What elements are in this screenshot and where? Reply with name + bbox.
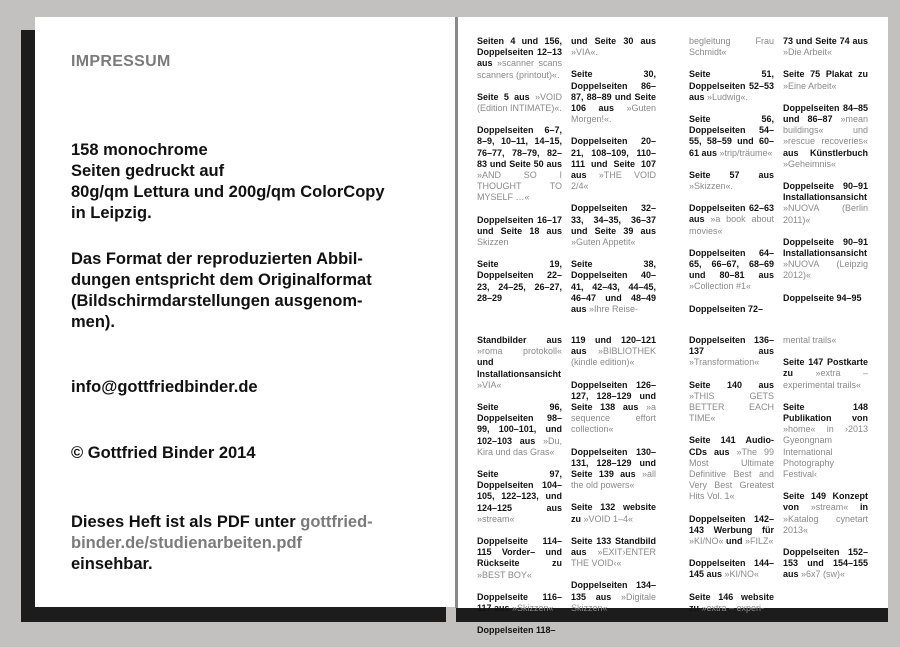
credit-work-title: »BIBLIOTHEK (kindle edition)«	[571, 346, 656, 368]
credit-work-title: »NUOVA (Leipzig 2012)«	[783, 259, 868, 281]
credit-entry	[783, 36, 868, 58]
credit-pages: Doppelseiten 136–137 aus	[689, 335, 774, 357]
credit-entry	[689, 248, 774, 293]
credit-work-title: »FILZ«	[742, 536, 774, 547]
credit-work-title: »Katalog cynetart 2013«	[783, 513, 868, 535]
credit-entry	[783, 181, 868, 226]
credit-work-title: »VOID 1–4«	[581, 513, 634, 524]
credit-pages: Seite 132 website zu	[571, 502, 656, 524]
pdf-text-end: einsehbar.	[71, 555, 153, 573]
credit-work-title: »Ludwig«.	[704, 91, 749, 102]
credit-entry	[477, 259, 562, 304]
credit-entry	[571, 447, 656, 492]
pdf-notice	[71, 512, 373, 575]
credits-bottom-col-2	[571, 335, 656, 625]
credit-work-title: »AND SO I THOUGHT TO MYSELF …«	[477, 170, 562, 203]
credit-pages: Doppelseiten 32–33, 34–35, 36–37 und Seite 39 aus	[571, 203, 656, 236]
format-line: dungen entspricht dem Originalformat	[71, 271, 372, 289]
credit-entry	[477, 592, 562, 614]
credit-work-title: »KI/NO«	[689, 536, 724, 547]
credit-pages: 119 und 120–121 aus	[571, 335, 656, 357]
credit-pages: Seite 5 aus	[477, 91, 530, 102]
credit-work-title: »all the old powers«	[571, 469, 656, 491]
credit-pages: Seite 38, Doppelseiten 40–41, 42–43, 44–45, 46–47 und 48–49 aus	[571, 259, 656, 315]
credit-pages: Standbilder aus	[477, 335, 562, 345]
credit-pages: Doppelseite 116–117 aus	[477, 591, 562, 614]
credit-entry	[477, 125, 562, 203]
credit-work-title: »VIA«	[477, 379, 502, 390]
credit-pages: Doppelseiten 142–143 Werbung für	[689, 513, 774, 535]
credit-pages: Seite 148 Publikation von	[783, 401, 868, 424]
credit-work-title: »Skizzen«.	[689, 181, 734, 192]
credit-work-title: »a book about movies«	[689, 214, 774, 236]
credit-work-title: »trip/träume«	[717, 147, 773, 158]
credit-entry	[689, 592, 774, 614]
credit-entry	[783, 237, 868, 282]
print-info	[71, 140, 385, 224]
credit-pages: Doppelseiten 126–127, 128–129 und Seite 138 aus	[571, 379, 656, 413]
credit-pages: Doppelseiten 16–17 und Seite 18 aus	[477, 214, 562, 236]
credit-entry	[689, 335, 774, 369]
credit-pages: Seite 146 website zu	[689, 591, 774, 613]
credit-pages: Seite 51, Doppelseiten 52–53 aus	[689, 69, 774, 102]
credit-work-title: »Du, Kira und das Gras«	[477, 435, 562, 457]
credit-entry	[783, 357, 868, 391]
credit-entry	[689, 380, 774, 425]
credit-pages: Doppelseiten 152–153 und 154–155 aus	[783, 547, 868, 580]
credit-entry	[477, 92, 562, 114]
credit-pages: Seite 75 Plakat zu	[783, 69, 868, 80]
credit-pages: Seite 56, Doppelseiten 54–55, 58–59 und 60–61 aus	[689, 114, 774, 158]
credit-pages: Seite 97, Doppelseiten 104–105, 122–123, und 124–125 aus	[477, 469, 562, 513]
credit-work-title: »mean buildings« und »rescue recoveries«	[783, 114, 868, 147]
credit-pages: Seite 96, Doppelseiten 98–99, 100–101, und 102–103 aus	[477, 402, 562, 446]
credit-work-title: »6x7 (sw)«	[798, 569, 846, 580]
credit-pages: Seiten 4 und 156, Doppelseiten 12–13 aus	[477, 36, 562, 69]
credit-work-title: »BEST BOY«	[477, 569, 532, 580]
print-line: Seiten gedruckt auf	[71, 162, 225, 180]
credit-work-title: »scanner scans scanners (printout)«.	[477, 58, 562, 80]
credit-pages: Doppelseiten 130–131, 128–129 und Seite 139 aus	[571, 446, 656, 480]
credit-pages: Doppelseiten 64–65, 66–67, 68–69 und 80–81 aus	[689, 247, 774, 281]
credit-work-title: »Eine Arbeit«	[783, 80, 837, 91]
credit-entry	[571, 36, 656, 58]
credit-work-title: mental trails«	[783, 335, 837, 345]
credit-entry	[783, 103, 868, 170]
impressum-heading: IMPRESSUM	[71, 53, 171, 70]
credits-bottom-col-4	[783, 335, 868, 592]
credit-work-title: »Geheimnis«	[783, 158, 837, 169]
credit-pages: Doppelseiten 134–135 aus	[571, 580, 656, 602]
credit-work-title: »Ihre Reise-	[586, 304, 639, 315]
credit-entry	[571, 380, 656, 436]
credit-work-title: »THIS GETS BETTER EACH TIME«	[689, 390, 774, 424]
credits-bottom-col-3	[689, 335, 774, 625]
credit-pages: Seite 140 aus	[689, 379, 774, 390]
print-line: in Leipzig.	[71, 204, 152, 222]
credit-entry	[689, 114, 774, 159]
credits-bottom-col-1	[477, 335, 562, 647]
credit-entry	[477, 36, 562, 81]
credit-entry	[689, 514, 774, 548]
credit-entry	[689, 69, 774, 103]
credit-entry	[571, 536, 656, 570]
credit-entry	[477, 335, 562, 391]
pdf-link-part2[interactable]: binder.de/studienarbeiten.pdf	[71, 534, 303, 552]
credit-work-title: »Die Arbeit«	[783, 47, 833, 58]
credits-top-col-3	[689, 36, 774, 326]
credit-entry	[689, 435, 774, 502]
credit-entry	[783, 402, 868, 480]
credit-pages: 73 und Seite 74 aus	[783, 36, 868, 46]
credit-work-title: »extra – experi-	[699, 602, 765, 613]
credit-pages: Seite 57 aus	[689, 169, 774, 180]
credit-work-title: »THE VOID 2/4«	[571, 170, 656, 192]
credit-work-title: »stream«	[799, 502, 849, 513]
credit-work-title: »Transformation«	[689, 357, 760, 368]
email-address[interactable]: info@gottfriedbinder.de	[71, 378, 258, 396]
print-line: 158 monochrome	[71, 141, 208, 159]
credit-entry	[571, 136, 656, 192]
credit-work-title: Skizzen	[477, 237, 509, 248]
credit-entry	[477, 625, 562, 636]
credit-pages: und Installationsansicht	[477, 357, 562, 379]
credit-work-title: »extra – experimental trails«	[783, 368, 868, 390]
credit-work-title: »home« in ›2013 Gyeongnam International Photography Festival‹	[783, 424, 868, 480]
format-line: Das Format der reproduzierten Abbil-	[71, 250, 363, 268]
credit-pages: und	[723, 536, 743, 547]
credit-pages: Doppelseite 94–95	[783, 292, 862, 303]
credit-pages: Doppelseite 90–91 Installationsansicht	[783, 236, 868, 259]
credit-work-title: »VIA«.	[571, 47, 599, 58]
credit-pages: Doppelseiten 118–	[477, 625, 556, 636]
credit-work-title: »a sequence effort collection«	[571, 402, 657, 435]
credit-entry	[571, 580, 656, 614]
credit-work-title: »Guten Morgen!«.	[571, 103, 656, 125]
credit-entry	[477, 215, 562, 249]
credit-entry	[571, 335, 656, 369]
credit-work-title: begleitung Frau Schmidt«	[689, 36, 774, 58]
credit-pages: Doppelseite 114–115 Vorder– und Rückseite zu	[477, 536, 562, 569]
credit-pages: Doppelseiten 144–145 aus	[689, 558, 774, 580]
credits-top-col-2	[571, 36, 656, 326]
credit-entry	[689, 170, 774, 192]
credit-pages: Doppelseiten 20–21, 108–109, 110–111 und Seite 107 aus	[571, 136, 656, 181]
credit-pages: Seite 141 Audio-CDs aus	[689, 435, 774, 457]
credits-top-col-1	[477, 36, 562, 315]
format-info	[71, 249, 372, 333]
credit-entry	[477, 402, 562, 458]
credit-entry	[783, 491, 868, 536]
credit-entry	[689, 304, 774, 315]
credit-work-title: »VOID (Edition INTIMATE)«.	[477, 91, 562, 114]
credit-work-title: »Guten Appetit«	[571, 237, 636, 248]
credit-entry	[477, 469, 562, 525]
credit-work-title: »stream«	[477, 513, 515, 524]
credit-entry	[689, 558, 774, 580]
credit-pages: Seite 30, Doppelseiten 86–87, 88–89 und Seite 106 aus	[571, 69, 656, 114]
credit-entry	[571, 69, 656, 125]
page-gutter	[455, 17, 458, 608]
credits-top-col-4	[783, 36, 868, 315]
credit-pages: Doppelseiten 84–85 und 86–87	[783, 102, 868, 125]
credit-work-title: »EXIT›ENTER THE VOID‹«	[571, 547, 656, 569]
credit-pages: Doppelseiten 62–63 aus	[689, 203, 774, 225]
pdf-text: Dieses Heft ist als PDF unter	[71, 513, 301, 531]
credit-work-title: »KI/NO«	[722, 569, 760, 580]
credit-entry	[571, 502, 656, 524]
credit-pages: in	[848, 502, 868, 513]
print-line: 80g/qm Lettura und 200g/qm ColorCopy	[71, 183, 385, 201]
credit-work-title: »NUOVA (Berlin 2011)«	[783, 203, 868, 225]
credit-entry	[783, 293, 868, 304]
credit-entry	[783, 547, 868, 581]
pdf-link-part1[interactable]: gottfried-	[300, 513, 373, 531]
credit-pages: Seite 133 Standbild aus	[571, 535, 656, 558]
credit-work-title: »Skizzen«	[509, 603, 554, 614]
credit-work-title: »The 99 Most Ultimate Definitive Best and Very Best Greatest Hits Vol. 1«	[689, 446, 774, 502]
format-line: men).	[71, 313, 116, 331]
credit-pages: Doppelseiten 72–	[689, 303, 764, 314]
copyright-notice: © Gottfried Binder 2014	[71, 444, 256, 462]
credit-entry	[477, 536, 562, 581]
credit-work-title: »Collection #1«	[689, 281, 752, 292]
credit-pages: Doppelseite 90–91 Installationsansicht	[783, 181, 868, 203]
credit-pages: aus Künstlerbuch	[783, 147, 868, 158]
credit-entry	[689, 36, 774, 58]
credit-work-title: »roma protokoll«	[477, 346, 562, 357]
credit-entry	[571, 259, 656, 315]
credit-entry	[571, 203, 656, 248]
page-shadow-bottom	[21, 606, 446, 622]
credit-work-title: »Digitale Skizzen«	[571, 591, 656, 613]
credit-entry	[689, 203, 774, 237]
credit-pages: Seite 147 Postkarte zu	[783, 357, 868, 379]
credit-entry	[783, 69, 868, 91]
credit-pages: Seite 149 Konzept von	[783, 491, 868, 513]
credit-pages: Seite 19, Doppelseiten 22–23, 24–25, 26–27, 28–29	[477, 259, 562, 303]
credit-pages: und Seite 30 aus	[571, 36, 656, 46]
credit-entry	[783, 335, 868, 346]
credit-pages: Doppelseiten 6–7, 8–9, 10–11, 14–15, 76–77, 78–79, 82–83 und Seite 50 aus	[477, 125, 562, 169]
format-line: (Bildschirmdarstellungen ausgenom-	[71, 292, 363, 310]
